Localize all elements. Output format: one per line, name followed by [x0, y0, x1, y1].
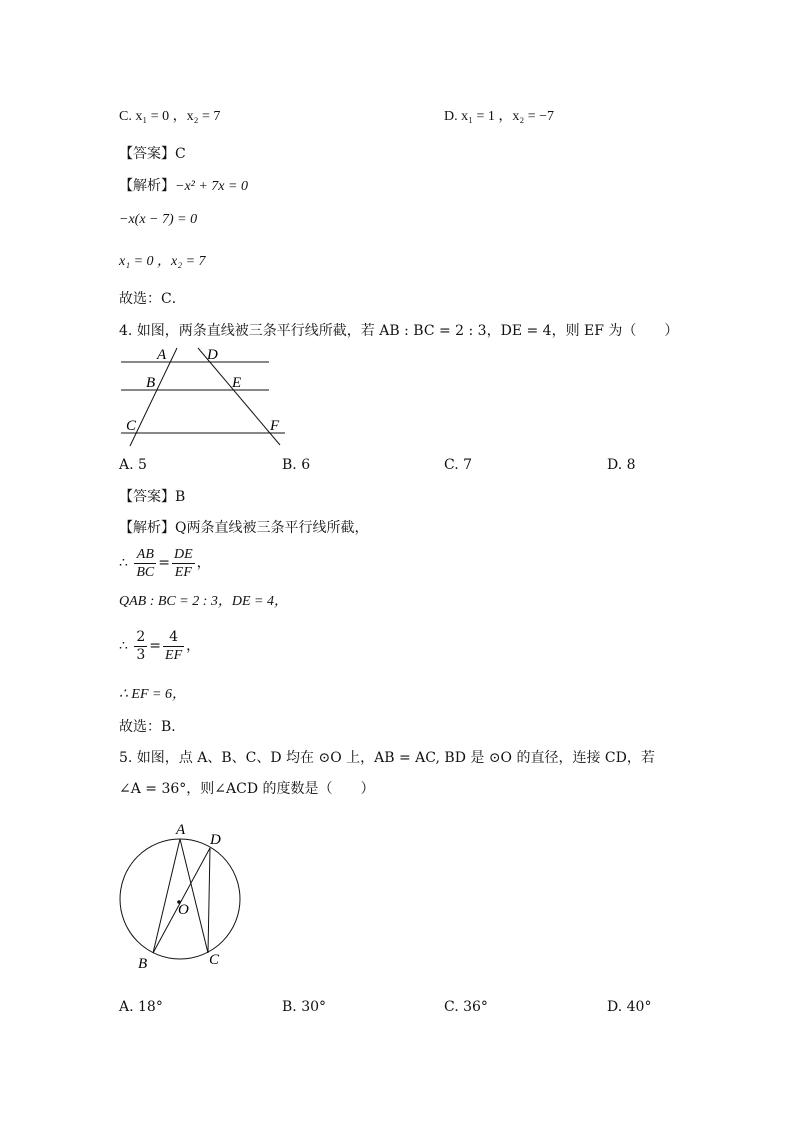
q4-parallel-lines-figure	[115, 342, 290, 450]
q4-frac1-tail: ，	[196, 555, 211, 571]
q4-frac2-num-left: 2	[136, 628, 146, 645]
q4-frac2-den-right: EF	[165, 647, 183, 663]
q4-therefore-2: ∴	[119, 638, 128, 654]
q4-label-e: E	[232, 375, 242, 391]
q5-option-b: B. 30°	[282, 999, 327, 1015]
q4-label-c: C	[126, 418, 137, 434]
q4-stem: 4. 如图，两条直线被三条平行线所截，若 AB : BC = 2 : 3，DE = 4，则 EF 为（ ）	[119, 323, 679, 339]
q4-analysis-line1: Q两条直线被三条平行线所截，	[175, 520, 369, 536]
q3-conclusion: 故选：C．	[119, 291, 186, 307]
q4-frac2-den-left: 3	[136, 646, 146, 663]
q4-label-a: A	[157, 347, 167, 363]
q3-analysis	[119, 177, 248, 196]
q4-given: QAB : BC = 2 : 3，DE = 4，	[119, 594, 288, 609]
q4-frac2-num-right: 4	[163, 629, 184, 647]
q5-label-a: A	[176, 822, 186, 838]
q4-result: ∴ EF = 6，	[119, 687, 186, 702]
q4-analysis-label: 【解析】	[119, 520, 175, 536]
q4-answer: 【答案】B	[119, 489, 186, 505]
q5-option-c: C. 36°	[444, 999, 488, 1015]
q4-frac2-tail: ，	[186, 638, 201, 654]
q5-option-d: D. 40°	[607, 999, 652, 1015]
q3-analysis-eq1: −x² + 7x = 0	[175, 179, 248, 194]
q3-answer: 【答案】C	[119, 146, 186, 162]
q5-option-a: A. 18°	[119, 999, 163, 1015]
q4-frac1-eq: =	[158, 555, 170, 571]
q4-label-d: D	[207, 347, 218, 363]
q4-label-f: F	[270, 418, 280, 434]
q4-option-c: C. 7	[444, 457, 473, 473]
q3-analysis-label: 【解析】	[119, 178, 175, 194]
q5-circle-figure	[112, 815, 252, 975]
q4-proportion-1	[119, 545, 211, 581]
q5-label-b: B	[138, 956, 148, 972]
q4-option-d: D. 8	[607, 457, 636, 473]
q4-therefore-1: ∴	[119, 555, 128, 571]
q5-stem-line1: 5. 如图，点 A、B、C、D 均在 ⊙O 上，AB = AC, BD 是 ⊙O 的直径，连接 CD，若	[119, 750, 655, 766]
q3-analysis-eq3: x₁ = 0 ，x₂ = 7	[119, 254, 206, 269]
q5-stem-line2: ∠A = 36°，则∠ACD 的度数是（ ）	[119, 781, 375, 797]
q4-frac1-num-right: DE	[174, 546, 193, 562]
q4-conclusion: 故选：B．	[119, 719, 186, 735]
q4-option-a: A. 5	[119, 457, 147, 473]
q4-label-b: B	[146, 375, 156, 391]
q4-frac1-den-left: BC	[136, 564, 155, 580]
q4-proportion-2	[119, 628, 200, 664]
q4-option-b: B. 6	[282, 457, 311, 473]
q4-frac1-den-right: EF	[174, 564, 192, 580]
q5-label-d: D	[210, 832, 221, 848]
q4-analysis	[119, 519, 368, 537]
q3-analysis-eq2: −x(x − 7) = 0	[119, 212, 198, 227]
q3-option-c: C. x₁ = 0 ，x₂ = 7	[119, 109, 221, 124]
q3-option-d: D. x₁ = 1 ，x₂ = −7	[444, 109, 555, 124]
q5-label-c: C	[209, 952, 220, 968]
q5-label-o: O	[178, 902, 189, 918]
q4-frac1-num-left: AB	[134, 546, 156, 564]
q4-frac2-eq: =	[149, 638, 162, 654]
